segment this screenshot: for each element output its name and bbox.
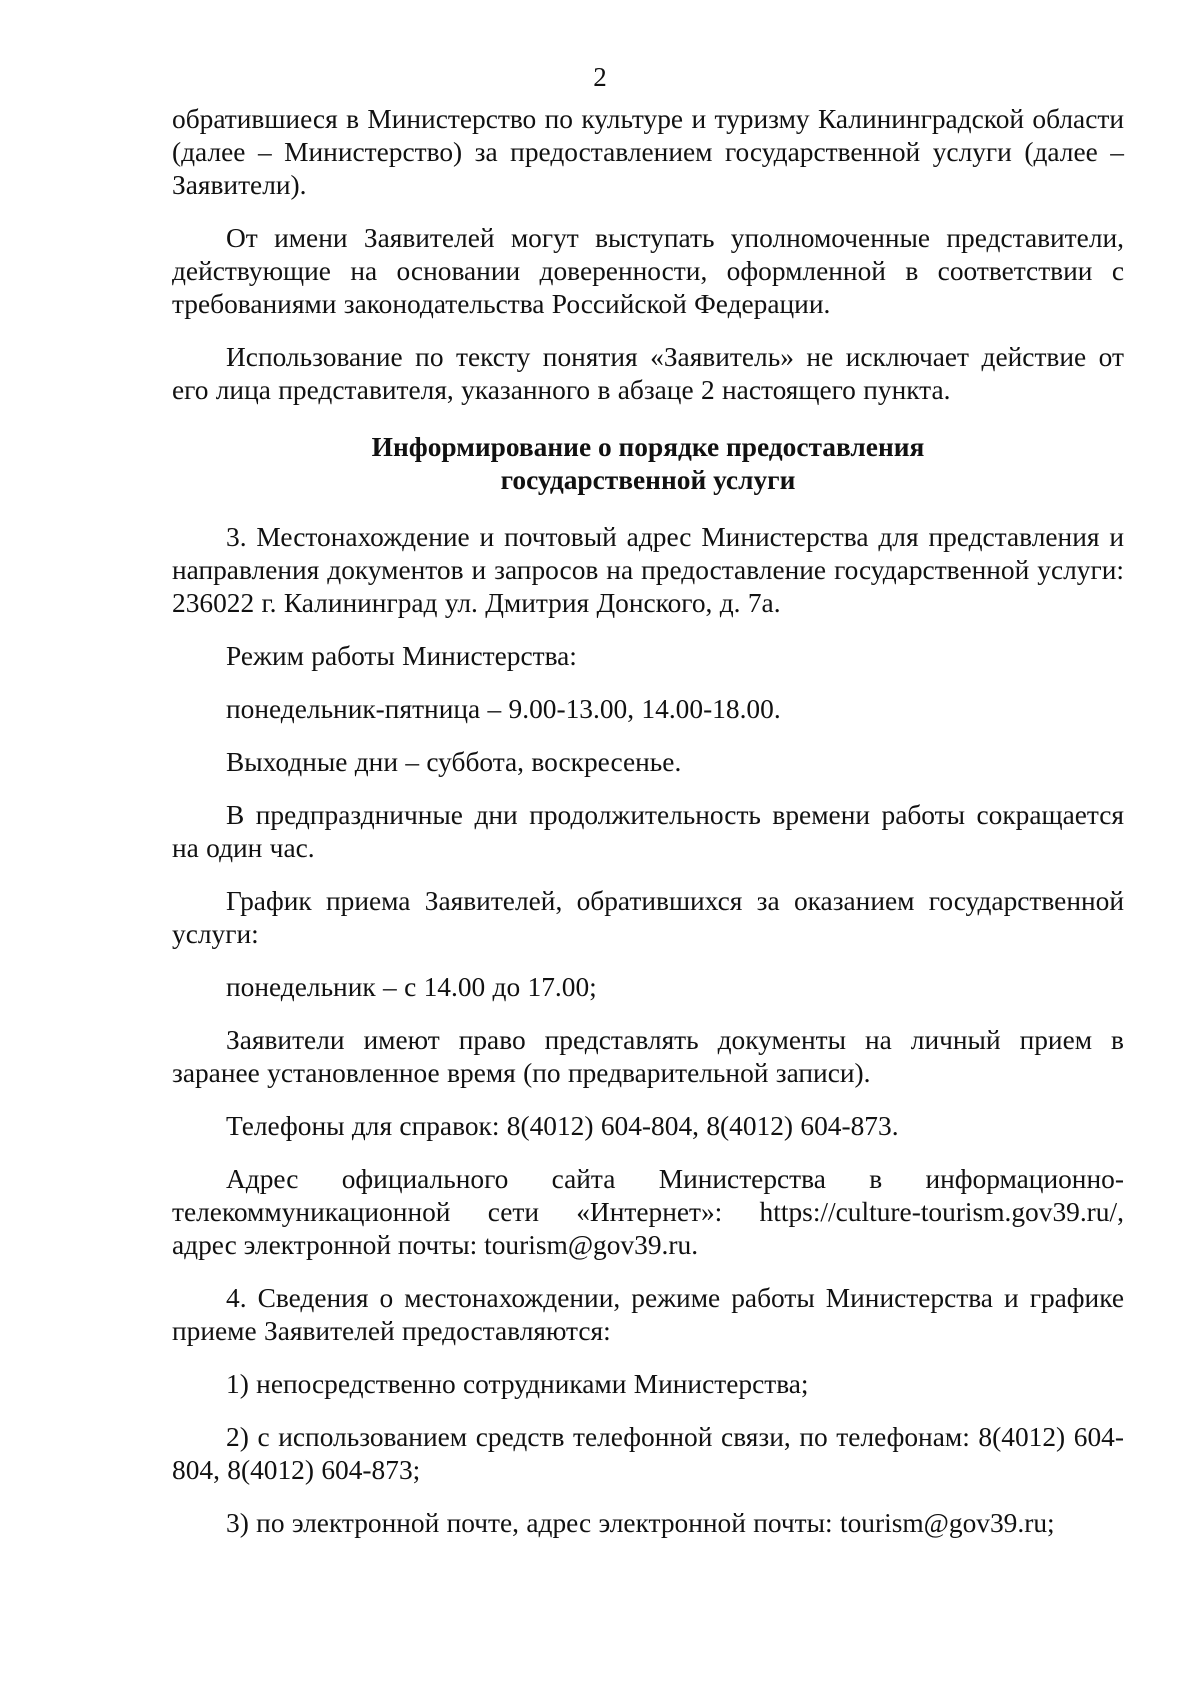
page-number: 2 xyxy=(593,62,607,92)
paragraph-location-address: 3. Местонахождение и почтовый адрес Министерства для представления и направления документов и запросов на предоставление государственной услуги: 236022 г. Калининград ул. Дмитрия Донского, д. 7а. xyxy=(172,522,1124,618)
paragraph-personal-reception: Заявители имеют право представлять документы на личный прием в заранее установленное время (по предварительной записи). xyxy=(172,1025,1124,1088)
website-line-3: адрес электронной почты: tourism@gov39.ru. xyxy=(172,1230,699,1260)
website-word: в xyxy=(869,1164,883,1194)
website-word: официального xyxy=(341,1164,509,1194)
website-line-2 xyxy=(172,1196,1124,1229)
paragraph-representatives: От имени Заявителей могут выступать уполномоченные представители, действующие на основании доверенности, оформленной в соответствии с требованиями законодательства Российской Федерации. xyxy=(172,223,1124,319)
paragraph-work-hours: понедельник-пятница – 9.00-13.00, 14.00-18.00. xyxy=(226,694,781,724)
section-heading xyxy=(172,431,1124,497)
website-word: информационно- xyxy=(925,1164,1124,1194)
section-heading-line-2: государственной услуги xyxy=(500,465,796,495)
paragraph-work-mode-title: Режим работы Министерства: xyxy=(226,641,577,671)
website-word: сайта xyxy=(551,1164,616,1194)
website-word: сети xyxy=(487,1197,539,1227)
paragraph-applicants-definition: обратившиеся в Министерство по культуре и туризму Калининградской области (далее – Министерство) за предоставлением государственной услуги (далее – Заявители). xyxy=(172,104,1124,200)
list-item-phone: 2) с использованием средств телефонной связи, по телефонам: 8(4012) 604-804, 8(4012) 604-873; xyxy=(172,1422,1124,1485)
website-word: Министерства xyxy=(658,1164,826,1194)
paragraph-days-off: Выходные дни – суббота, воскресенье. xyxy=(226,747,682,777)
website-word: «Интернет»: xyxy=(576,1197,723,1227)
paragraph-pre-holiday: В предпраздничные дни продолжительность времени работы сокращается на один час. xyxy=(172,800,1124,863)
website-word: Адрес xyxy=(226,1164,299,1194)
paragraph-info-provision: 4. Сведения о местонахождении, режиме работы Министерства и графике приеме Заявителей предоставляются: xyxy=(172,1283,1124,1346)
paragraph-reception-schedule-title: График приема Заявителей, обратившихся за оказанием государственной услуги: xyxy=(172,886,1124,949)
paragraph-reception-hours: понедельник – с 14.00 до 17.00; xyxy=(226,972,597,1002)
website-line-1 xyxy=(172,1163,1124,1196)
list-item-email: 3) по электронной почте, адрес электронной почты: tourism@gov39.ru; xyxy=(226,1508,1055,1538)
paragraph-applicant-term: Использование по тексту понятия «Заявитель» не исключает действие от его лица представителя, указанного в абзаце 2 настоящего пункта. xyxy=(172,342,1124,405)
section-heading-line-1: Информирование о порядке предоставления xyxy=(371,432,925,462)
paragraph-phones: Телефоны для справок: 8(4012) 604-804, 8(4012) 604-873. xyxy=(226,1111,899,1141)
document-body xyxy=(172,103,1124,1540)
list-item-directly: 1) непосредственно сотрудниками Министерства; xyxy=(226,1369,809,1399)
website-url: https://culture-tourism.gov39.ru/, xyxy=(759,1197,1124,1227)
website-word: телекоммуникационной xyxy=(172,1197,451,1227)
paragraph-website xyxy=(172,1163,1124,1262)
